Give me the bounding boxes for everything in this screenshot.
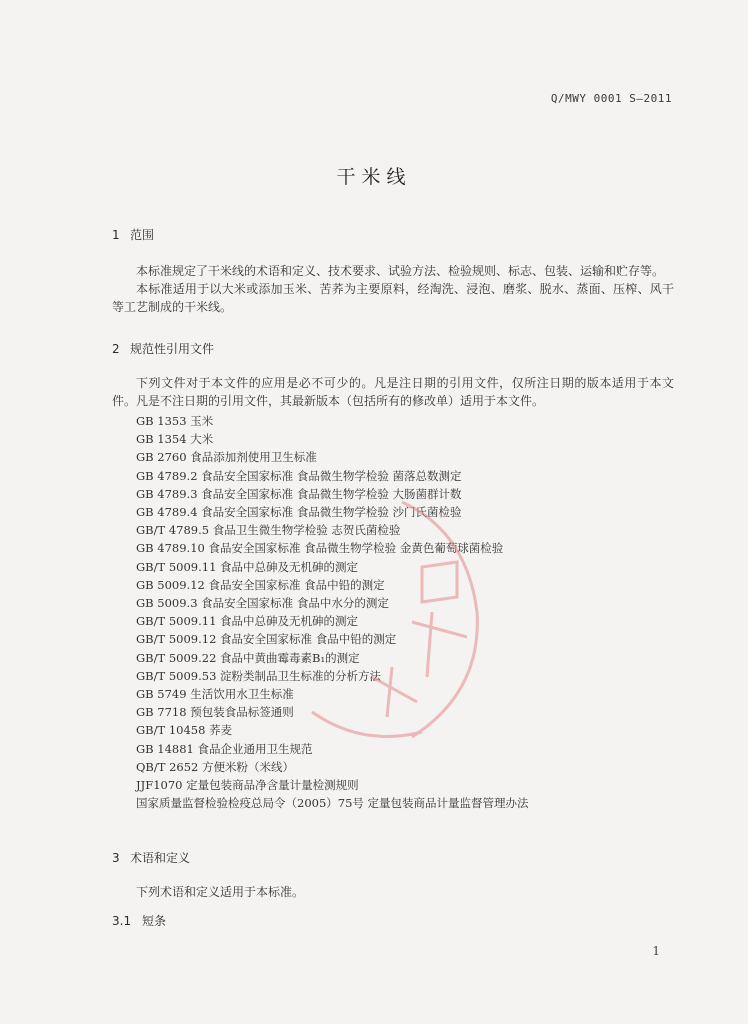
section-title: 术语和定义 bbox=[130, 851, 191, 865]
reference-item: JJF1070 定量包装商品净含量计量检测规则 bbox=[136, 778, 359, 793]
document-title: 干米线 bbox=[336, 166, 412, 188]
reference-item: GB 1353 玉米 bbox=[136, 414, 214, 428]
reference-item: QB/T 2652 方便米粉（米线） bbox=[136, 759, 295, 774]
reference-list bbox=[136, 412, 696, 812]
reference-item: GB/T 5009.22 食品中黄曲霉毒素B₁的测定 bbox=[136, 650, 360, 665]
reference-item: GB/T 5009.11 食品中总砷及无机砷的测定 bbox=[136, 614, 359, 629]
reference-item: GB 14881 食品企业通用卫生规范 bbox=[136, 741, 313, 756]
section-heading-normative-references bbox=[112, 340, 214, 357]
references-intro-paragraph: 下列文件对于本文件的应用是必不可少的。凡是注日期的引用文件，仅所注日期的版本适用于本文件。凡是不注日期的引用文件，其最新版本（包括所有的修改单）适用于本文件。 bbox=[112, 376, 674, 408]
scope-paragraph-2: 本标准适用于以大米或添加玉米、苦荞为主要原料，经淘洗、浸泡、磨浆、脱水、蒸面、压榨、风干等工艺制成的干米线。 bbox=[112, 282, 674, 314]
reference-item: GB/T 10458 荞麦 bbox=[136, 723, 233, 738]
reference-item: 国家质量监督检验检疫总局令（2005）75号 定量包装商品计量监督管理办法 bbox=[136, 796, 529, 811]
document-number: Q/MWY 0001 S—2011 bbox=[550, 92, 672, 105]
reference-item: GB 1354 大米 bbox=[136, 432, 214, 447]
section-title: 规范性引用文件 bbox=[130, 342, 215, 356]
subsection-heading-short-strip bbox=[112, 912, 166, 929]
section-heading-terms bbox=[112, 849, 190, 866]
section-number: 3.1 bbox=[112, 914, 132, 928]
reference-item: GB/T 5009.53 淀粉类制品卫生标准的分析方法 bbox=[136, 668, 382, 683]
reference-item: GB 4789.3 食品安全国家标准 食品微生物学检验 大肠菌群计数 bbox=[136, 486, 462, 501]
section-title: 短条 bbox=[142, 914, 167, 928]
page-number: 1 bbox=[652, 944, 660, 958]
scope-paragraph-1: 本标准规定了干米线的术语和定义、技术要求、试验方法、检验规则、标志、包装、运输和贮存等。 bbox=[136, 264, 665, 278]
reference-item: GB 4789.10 食品安全国家标准 食品微生物学检验 金黄色葡萄球菌检验 bbox=[136, 541, 504, 556]
reference-item: GB/T 4789.5 食品卫生微生物学检验 志贺氏菌检验 bbox=[136, 523, 401, 538]
reference-item: GB/T 5009.11 食品中总砷及无机砷的测定 bbox=[136, 559, 359, 574]
section-number: 1 bbox=[112, 228, 120, 242]
terms-intro-paragraph: 下列术语和定义适用于本标准。 bbox=[136, 885, 305, 899]
reference-item: GB 5009.3 食品安全国家标准 食品中水分的测定 bbox=[136, 596, 389, 611]
reference-item: GB 2760 食品添加剂使用卫生标准 bbox=[136, 450, 317, 465]
section-heading-scope bbox=[112, 226, 154, 243]
section-number: 2 bbox=[112, 342, 120, 356]
reference-item: GB 7718 预包装食品标签通则 bbox=[136, 705, 294, 720]
section-title: 范围 bbox=[130, 228, 155, 242]
section-number: 3 bbox=[112, 851, 120, 865]
reference-item: GB/T 5009.12 食品安全国家标准 食品中铅的测定 bbox=[136, 632, 397, 647]
reference-item: GB 4789.4 食品安全国家标准 食品微生物学检验 沙门氏菌检验 bbox=[136, 505, 462, 520]
reference-item: GB 4789.2 食品安全国家标准 食品微生物学检验 菌落总数测定 bbox=[136, 468, 462, 483]
reference-item: GB 5749 生活饮用水卫生标准 bbox=[136, 687, 294, 702]
reference-item: GB 5009.12 食品安全国家标准 食品中铅的测定 bbox=[136, 577, 385, 592]
